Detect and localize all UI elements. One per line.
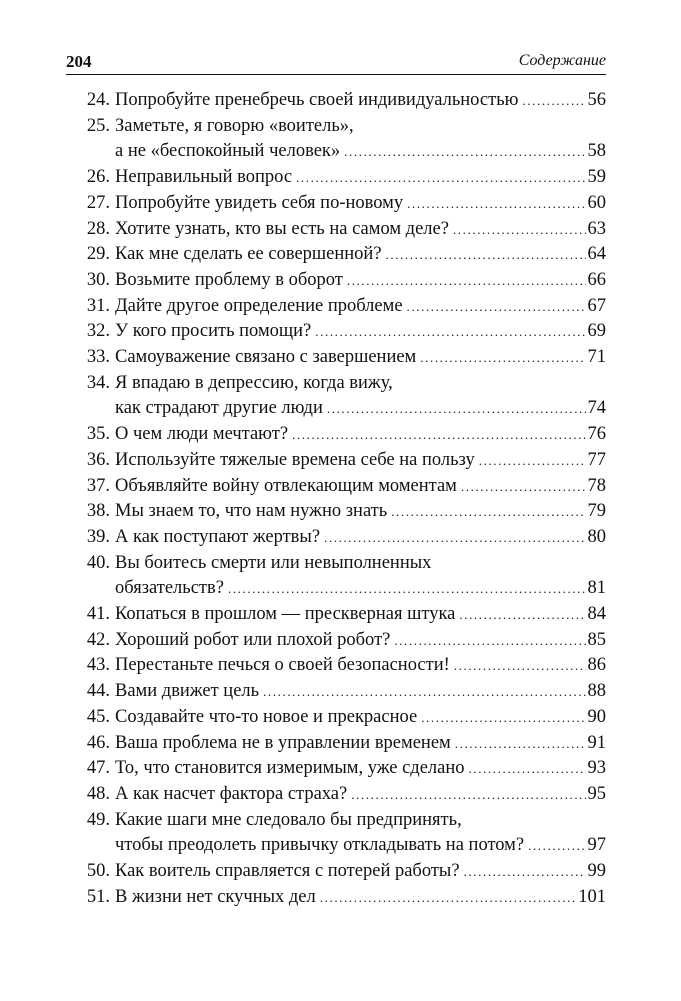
- dot-leader: [324, 525, 585, 551]
- toc-entry: [66, 602, 606, 628]
- dot-leader: [528, 833, 585, 859]
- toc-entry-number: 50.: [86, 861, 110, 882]
- toc-entry-number: 36.: [86, 449, 110, 470]
- dot-leader: [464, 859, 586, 885]
- dot-leader: [386, 242, 586, 268]
- toc-entry-title-line: Копаться в прошлом — прескверная штука: [115, 604, 456, 625]
- dot-leader: [421, 705, 585, 731]
- toc-entry-page: 101: [578, 886, 606, 907]
- toc-entry: [66, 422, 606, 448]
- toc-entry-title-line: Вами движет цель: [115, 681, 260, 702]
- dot-leader: [351, 782, 585, 808]
- toc-entry-number: 49.: [86, 809, 110, 830]
- toc-entry-last-line: [115, 525, 606, 551]
- toc-entry-number: 38.: [86, 501, 110, 522]
- toc-entry-title-line: Неправильный вопрос: [115, 167, 293, 188]
- toc-entry-last-line: [115, 782, 606, 808]
- toc-entry-page: 78: [587, 475, 606, 496]
- toc-entry-last-line: [115, 602, 606, 628]
- toc-entry-page: 79: [587, 501, 606, 522]
- toc-entry-page: 67: [587, 295, 606, 316]
- dot-leader: [455, 731, 586, 757]
- toc-entry-page: 80: [587, 526, 606, 547]
- toc-entry-title-line: Попробуйте пренебречь своей индивидуальностью: [115, 90, 519, 110]
- toc-entry-page: 85: [587, 629, 606, 650]
- dot-leader: [461, 474, 586, 500]
- toc-entry-number: 35.: [86, 424, 110, 445]
- dot-leader: [315, 319, 585, 345]
- toc-entry-page: 69: [587, 321, 606, 342]
- toc-entry-last-line: [115, 859, 606, 885]
- toc-entry-title-line: Заметьте, я говорю «воитель»,: [115, 115, 354, 136]
- toc-entry-last-line: [115, 499, 606, 525]
- toc-entry-number: 45.: [86, 706, 110, 727]
- toc-entry: [66, 448, 606, 474]
- toc-entry-title-line: Я впадаю в депрессию, когда вижу,: [115, 372, 393, 393]
- dot-leader: [454, 653, 586, 679]
- toc-entry-last-line: [115, 345, 606, 371]
- toc-entry-title-line: Попробуйте увидеть себя по-новому: [115, 192, 404, 213]
- toc-entry-number: 48.: [86, 783, 110, 804]
- toc-entry-page: 58: [587, 141, 606, 162]
- toc-entry: [66, 345, 606, 371]
- toc-entry-title-line: Хороший робот или плохой робот?: [115, 629, 391, 650]
- toc-entry-last-line: [115, 268, 606, 294]
- book-page: [66, 50, 606, 911]
- toc-entry-title-line: Ваша проблема не в управлении временем: [115, 732, 451, 753]
- toc-entry-last-line: [115, 833, 606, 859]
- toc-entry-last-line: [115, 474, 606, 500]
- toc-entry-title-line: как страдают другие люди: [115, 398, 323, 419]
- section-title: Содержание: [518, 52, 606, 69]
- toc-entry-number: 29.: [86, 244, 110, 265]
- toc-entry-last-line: [115, 628, 606, 654]
- toc-entry-last-line: [115, 191, 606, 217]
- toc-entry-page: 64: [587, 244, 606, 265]
- table-of-contents: [66, 88, 606, 911]
- toc-entry-number: 31.: [86, 295, 110, 316]
- toc-entry-number: 32.: [86, 321, 110, 342]
- toc-entry: [66, 782, 606, 808]
- toc-entry-last-line: [115, 139, 606, 165]
- toc-entry: [66, 165, 606, 191]
- toc-entry-page: 86: [587, 655, 606, 676]
- toc-entry-number: 39.: [86, 526, 110, 547]
- toc-entry: [66, 525, 606, 551]
- toc-entry: [66, 294, 606, 320]
- toc-entry-title-line: Самоуважение связано с завершением: [115, 347, 417, 368]
- toc-entry-title-line: чтобы преодолеть привычку откладывать на потом?: [115, 835, 525, 856]
- toc-entry-title-line: Перестаньте печься о своей безопасности!: [115, 655, 450, 676]
- toc-entry: [66, 808, 606, 859]
- dot-leader: [420, 345, 585, 371]
- toc-entry-title-line: Как воитель справляется с потерей работы?: [115, 861, 460, 882]
- dot-leader: [263, 679, 585, 705]
- dot-leader: [407, 294, 586, 320]
- toc-entry-number: 37.: [86, 475, 110, 496]
- toc-entry-title-line: обязательств?: [115, 578, 224, 599]
- toc-entry: [66, 114, 606, 165]
- dot-leader: [292, 422, 585, 448]
- toc-entry-page: 84: [587, 604, 606, 625]
- toc-entry: [66, 474, 606, 500]
- toc-entry: [66, 371, 606, 422]
- toc-entry-title-line: В жизни нет скучных дел: [115, 886, 316, 907]
- toc-entry-title-line: То, что становится измеримым, уже сделано: [115, 758, 465, 779]
- toc-entry-number: 46.: [86, 732, 110, 753]
- toc-entry-page: 93: [587, 758, 606, 779]
- dot-leader: [453, 217, 586, 243]
- toc-entry-last-line: [115, 448, 606, 474]
- toc-entry: [66, 268, 606, 294]
- toc-entry-number: 34.: [86, 372, 110, 393]
- toc-entry-number: 44.: [86, 681, 110, 702]
- toc-entry-page: 90: [587, 706, 606, 727]
- dot-leader: [394, 628, 585, 654]
- running-head: [66, 50, 606, 75]
- toc-entry: [66, 217, 606, 243]
- toc-entry-last-line: [115, 88, 606, 114]
- dot-leader: [522, 88, 585, 114]
- toc-entry-page: 56: [587, 90, 606, 110]
- toc-entry-title-line: Используйте тяжелые времена себе на пользу: [115, 449, 475, 470]
- dot-leader: [320, 885, 576, 911]
- toc-entry-number: 25.: [86, 115, 110, 136]
- dot-leader: [479, 448, 586, 474]
- toc-entry-page: 95: [587, 783, 606, 804]
- toc-entry-page: 66: [587, 269, 606, 290]
- toc-entry-title-line: Мы знаем то, что нам нужно знать: [115, 501, 388, 522]
- toc-entry-title-line: А как поступают жертвы?: [115, 526, 321, 547]
- toc-entry-title-line: Как мне сделать ее совершенной?: [115, 244, 382, 265]
- dot-leader: [459, 602, 585, 628]
- toc-entry-last-line: [115, 756, 606, 782]
- toc-entry-number: 28.: [86, 218, 110, 239]
- toc-entry-title-line: Возьмите проблему в оборот: [115, 269, 343, 290]
- toc-entry-page: 99: [587, 861, 606, 882]
- dot-leader: [347, 268, 586, 294]
- toc-entry-last-line: [115, 679, 606, 705]
- toc-entry-title-line: У кого просить помощи?: [115, 321, 312, 342]
- toc-entry-title-line: О чем люди мечтают?: [115, 424, 289, 445]
- toc-entry: [66, 551, 606, 602]
- toc-entry-number: 43.: [86, 655, 110, 676]
- toc-entry-page: 63: [587, 218, 606, 239]
- toc-entry-page: 76: [587, 424, 606, 445]
- toc-entry-title-line: Дайте другое определение проблеме: [115, 295, 403, 316]
- toc-entry-page: 88: [587, 681, 606, 702]
- toc-entry-page: 60: [587, 192, 606, 213]
- toc-entry-title-line: Какие шаги мне следовало бы предпринять,: [115, 809, 462, 830]
- toc-entry-number: 27.: [86, 192, 110, 213]
- toc-entry-title-line: А как насчет фактора страха?: [115, 783, 348, 804]
- toc-entry-last-line: [115, 653, 606, 679]
- toc-entry-last-line: [115, 731, 606, 757]
- toc-entry: [66, 628, 606, 654]
- toc-entry-page: 77: [587, 449, 606, 470]
- toc-entry-title-line: Объявляйте войну отвлекающим моментам: [115, 475, 457, 496]
- dot-leader: [391, 499, 585, 525]
- toc-entry-last-line: [115, 242, 606, 268]
- dot-leader: [344, 139, 585, 165]
- toc-entry-page: 97: [587, 835, 606, 856]
- toc-entry: [66, 885, 606, 911]
- toc-entry: [66, 653, 606, 679]
- toc-entry-page: 91: [587, 732, 606, 753]
- toc-entry-title-line: Создавайте что-то новое и прекрасное: [115, 706, 418, 727]
- toc-entry: [66, 499, 606, 525]
- toc-entry: [66, 731, 606, 757]
- toc-entry-number: 42.: [86, 629, 110, 650]
- toc-entry-number: 51.: [86, 886, 110, 907]
- toc-entry-page: 74: [587, 398, 606, 419]
- toc-entry-number: 24.: [86, 90, 110, 110]
- dot-leader: [469, 756, 586, 782]
- dot-leader: [327, 396, 586, 422]
- toc-entry-last-line: [115, 885, 606, 911]
- dot-leader: [407, 191, 585, 217]
- dot-leader: [228, 576, 586, 602]
- toc-entry-title-line: а не «беспокойный человек»: [115, 141, 341, 162]
- toc-entry-last-line: [115, 705, 606, 731]
- toc-entry-page: 81: [587, 578, 606, 599]
- toc-entry-number: 40.: [86, 552, 110, 573]
- toc-entry: [66, 679, 606, 705]
- toc-entry-number: 47.: [86, 758, 110, 779]
- toc-entry: [66, 88, 606, 114]
- toc-entry-page: 59: [587, 167, 606, 188]
- toc-entry-last-line: [115, 319, 606, 345]
- dot-leader: [296, 165, 585, 191]
- toc-entry-title-line: Вы боитесь смерти или невыполненных: [115, 552, 432, 573]
- toc-entry-number: 26.: [86, 167, 110, 188]
- toc-entry-page: 71: [587, 347, 606, 368]
- toc-entry-number: 30.: [86, 269, 110, 290]
- toc-entry-number: 33.: [86, 347, 110, 368]
- toc-entry-last-line: [115, 217, 606, 243]
- toc-entry-last-line: [115, 396, 606, 422]
- toc-entry-title-line: Хотите узнать, кто вы есть на самом деле?: [115, 218, 449, 239]
- toc-entry: [66, 319, 606, 345]
- toc-entry-last-line: [115, 294, 606, 320]
- toc-entry: [66, 859, 606, 885]
- toc-entry: [66, 191, 606, 217]
- toc-entry: [66, 705, 606, 731]
- toc-entry-number: 41.: [86, 604, 110, 625]
- page-number: 204: [66, 52, 92, 71]
- toc-entry: [66, 242, 606, 268]
- toc-entry-last-line: [115, 576, 606, 602]
- toc-entry-last-line: [115, 165, 606, 191]
- toc-entry-last-line: [115, 422, 606, 448]
- toc-entry: [66, 756, 606, 782]
